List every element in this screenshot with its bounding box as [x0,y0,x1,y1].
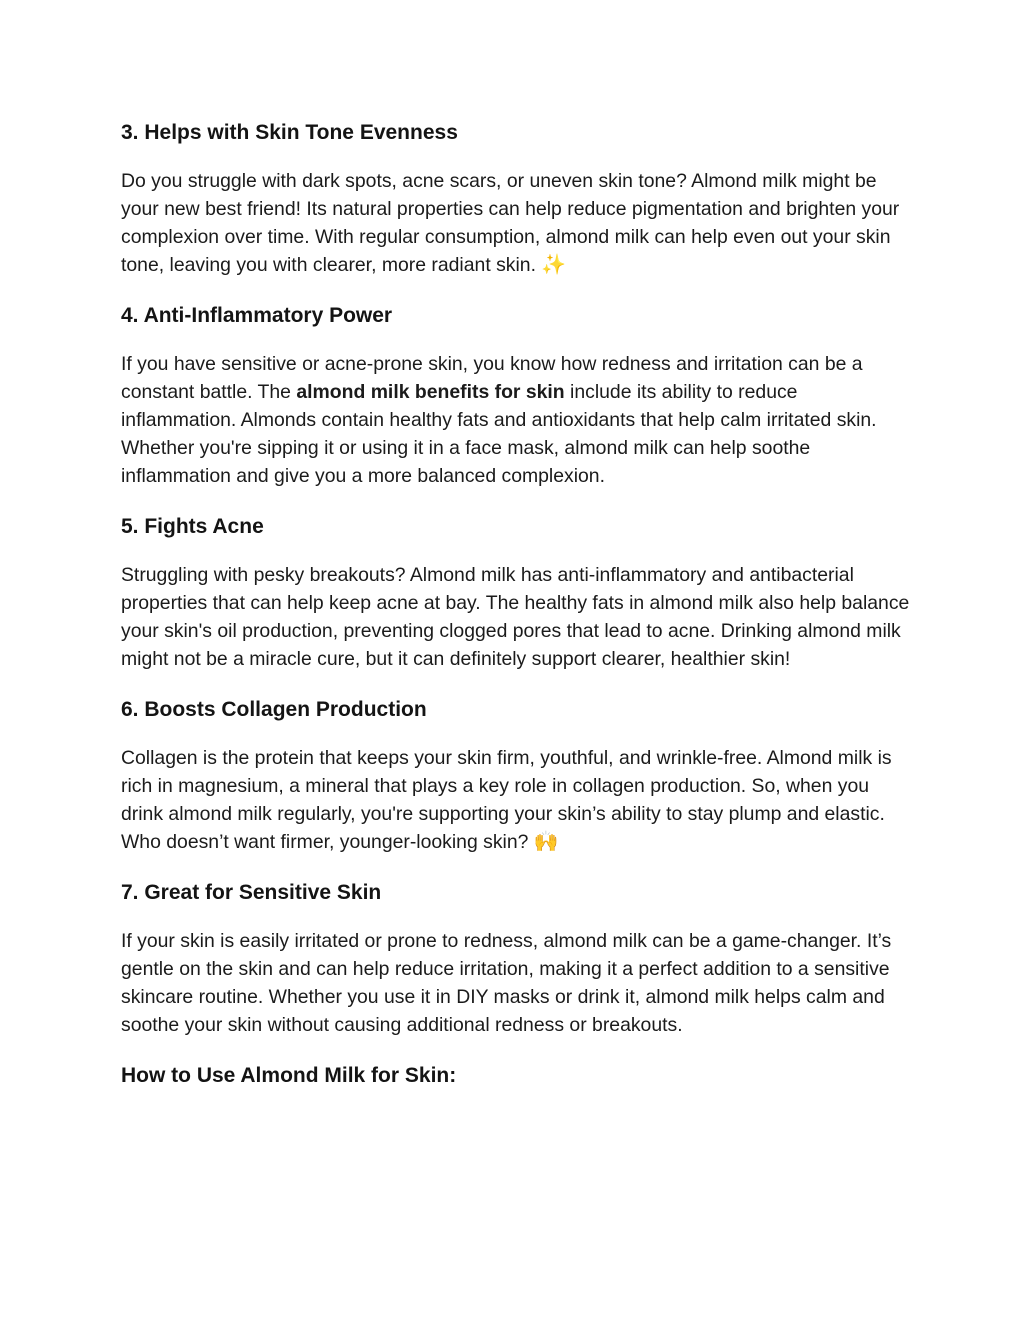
sparkles-icon: ✨ [541,252,567,276]
section-anti-inflammatory [121,301,911,490]
section-fights-acne [121,512,911,673]
raised-hands-icon: 🙌 [533,829,559,853]
paragraph-text: If you have sensitive or acne-prone skin, you know how redness and irritation can be a constant battle. The [121,353,863,403]
section-sensitive-skin [121,878,911,1039]
section-collagen [121,695,911,856]
section-heading: 7. Great for Sensitive Skin [121,881,382,904]
section-heading: 6. Boosts Collagen Production [121,698,427,721]
paragraph-text: Do you struggle with dark spots, acne scars, or uneven skin tone? Almond milk might be your new best friend! Its natural properties can help reduce pigmentation and brighten your complexion over time. With regular consumption, almond milk can help even out your skin tone, leaving you with clearer, more radiant skin. [121,170,900,276]
section-paragraph: Struggling with pesky breakouts? Almond milk has anti-inflammatory and antibacterial properties that can help keep acne at bay. The healthy fats in almond milk also help balance your skin's oil production, preventing clogged pores that lead to acne. Drinking almond milk might not be a miracle cure, but it can definitely support clearer, healthier skin! [121,564,910,670]
section-paragraph [121,167,911,279]
paragraph-text: include its ability to reduce inflammation. Almonds contain healthy fats and antioxidants that help calm irritated skin. Whether you're sipping it or using it in a face mask, almond milk can help soothe inflammation and give you a more balanced complexion. [121,381,877,487]
bold-keyword: almond milk benefits for skin [296,381,565,403]
section-paragraph [121,350,911,490]
section-skin-tone [121,118,911,279]
section-heading: 3. Helps with Skin Tone Evenness [121,121,458,144]
document-page [121,118,911,1110]
section-paragraph [121,744,911,856]
section-paragraph: If your skin is easily irritated or prone to redness, almond milk can be a game-changer. It’s gentle on the skin and can help reduce irritation, making it a perfect addition to a sensitive skincare routine. Whether you use it in DIY masks or drink it, almond milk helps calm and soothe your skin without causing additional redness or breakouts. [121,930,892,1036]
section-heading: 5. Fights Acne [121,515,264,538]
closing-heading: How to Use Almond Milk for Skin: [121,1064,457,1087]
section-heading: 4. Anti-Inflammatory Power [121,304,393,327]
paragraph-text: Collagen is the protein that keeps your skin firm, youthful, and wrinkle-free. Almond milk is rich in magnesium, a mineral that plays a key role in collagen production. So, when you drink almond milk regularly, you're supporting your skin’s ability to stay plump and elastic. Who doesn’t want firmer, younger-looking skin? [121,747,892,853]
